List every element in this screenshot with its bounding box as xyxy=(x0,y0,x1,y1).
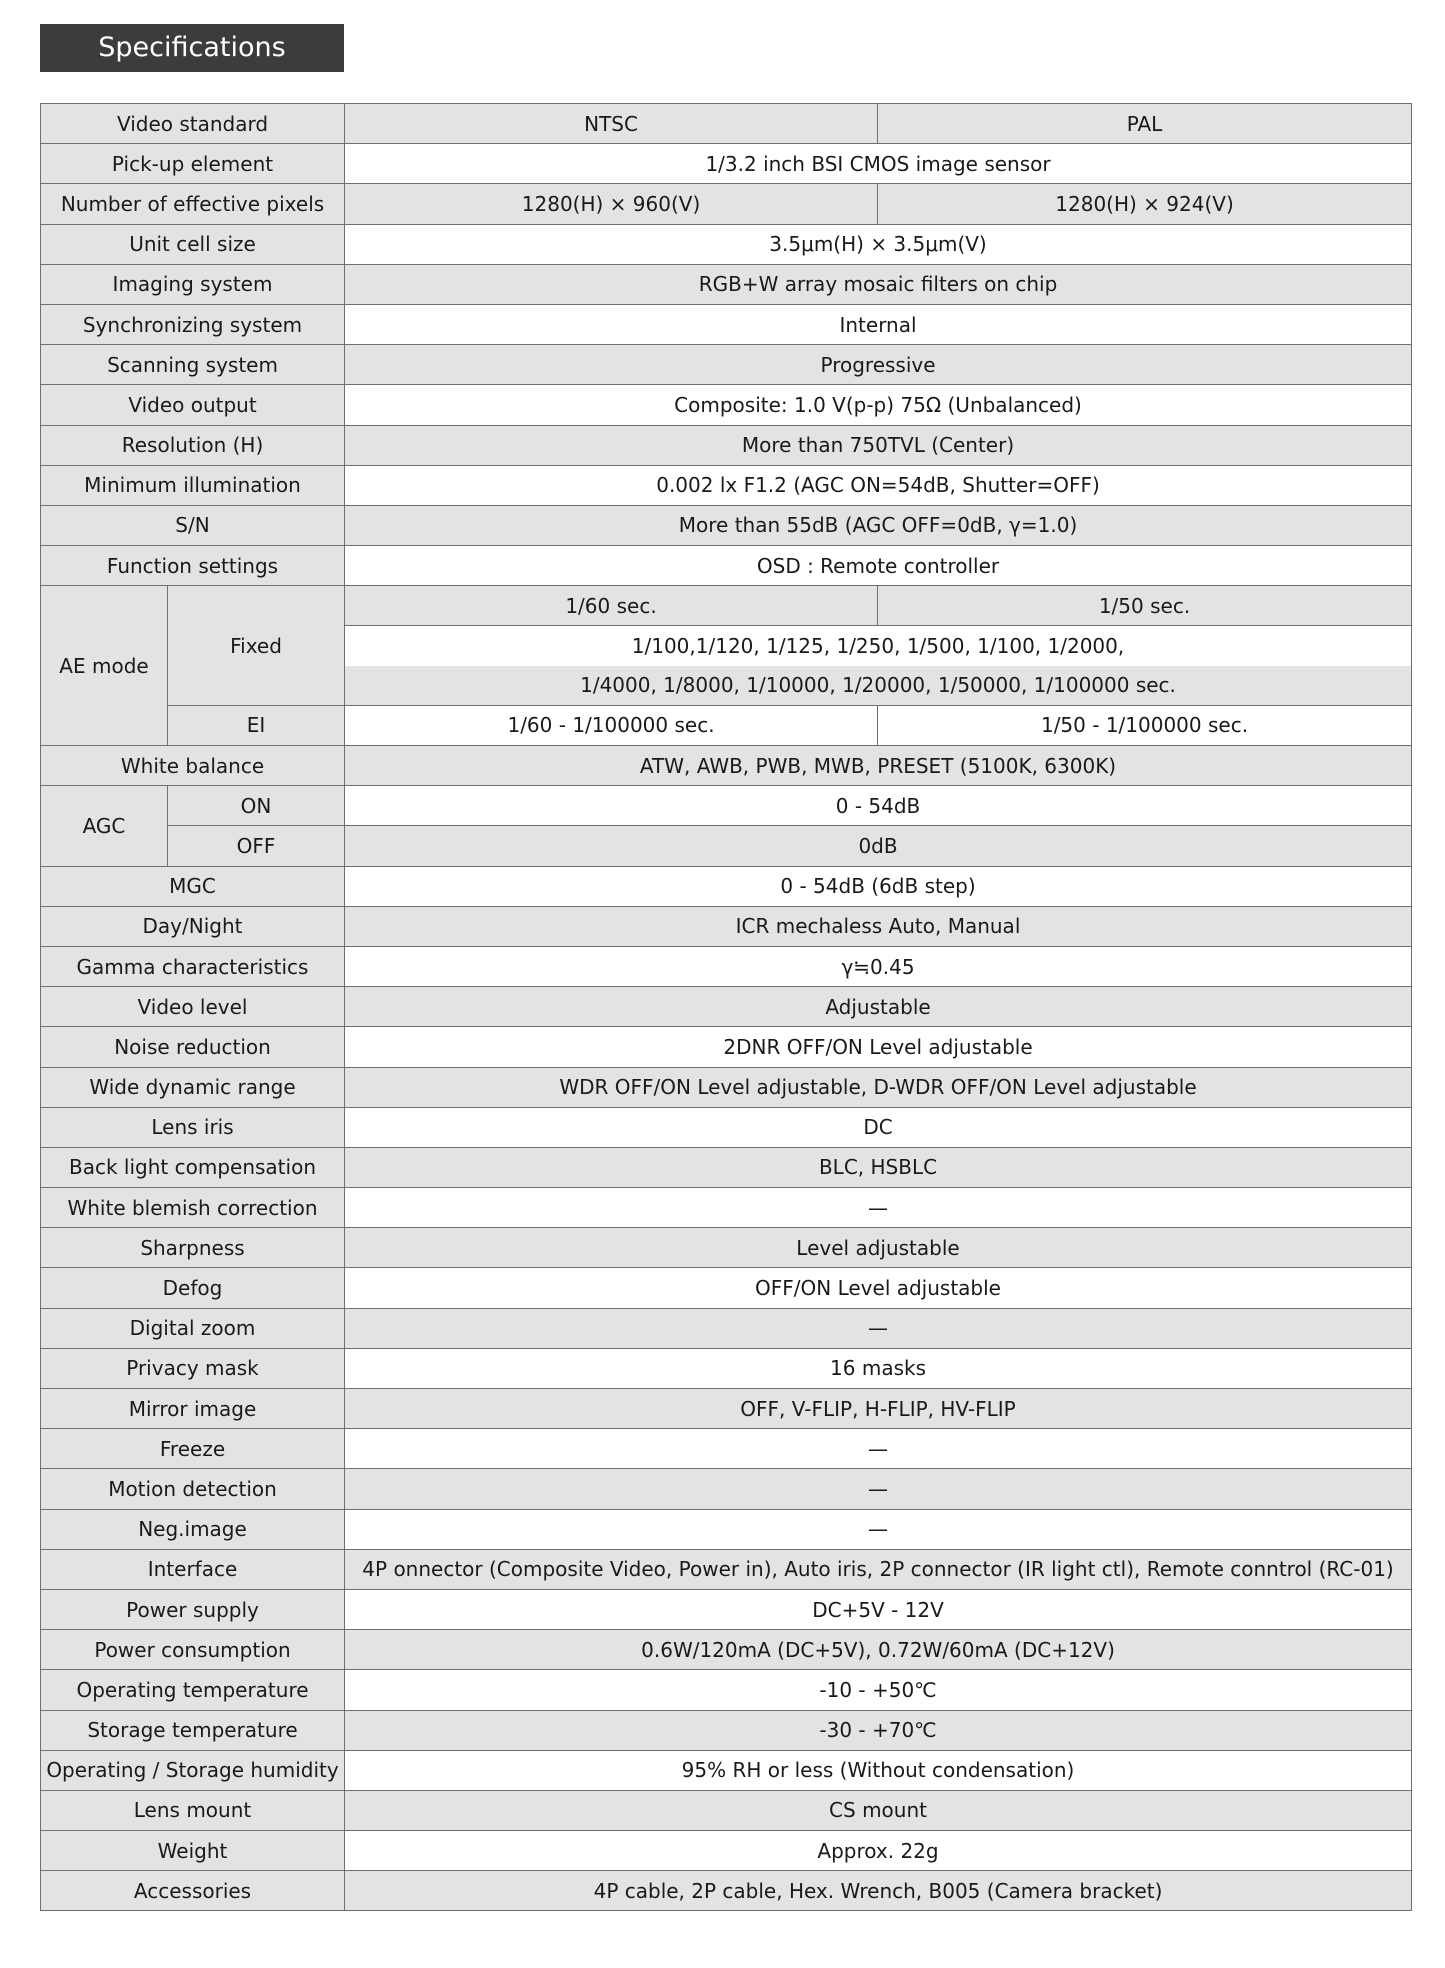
spec-value: 0.6W/120mA (DC+5V), 0.72W/60mA (DC+12V) xyxy=(345,1630,1412,1670)
spec-label: Function settings xyxy=(41,546,345,586)
spec-value: Approx. 22g xyxy=(345,1831,1412,1871)
spec-row-white-balance xyxy=(41,746,1412,786)
ae-mode-label: AE mode xyxy=(41,586,168,746)
spec-label: Minimum illumination xyxy=(41,465,345,505)
spec-label: White balance xyxy=(41,746,345,786)
spec-label: Accessories xyxy=(41,1871,345,1911)
ae-fixed-label: Fixed xyxy=(168,586,345,706)
spec-value: DC xyxy=(345,1107,1412,1147)
spec-row-agc-off xyxy=(41,826,1412,866)
ae-fixed-common-line-1: 1/100,1/120, 1/125, 1/250, 1/500, 1/100, 1/2000, xyxy=(345,626,1412,666)
spec-value: γ≒0.45 xyxy=(345,946,1412,986)
spec-label: Weight xyxy=(41,1831,345,1871)
spec-value: ICR mechaless Auto, Manual xyxy=(345,906,1412,946)
spec-row-video-standard xyxy=(41,104,1412,144)
spec-label: Lens iris xyxy=(41,1107,345,1147)
spec-label: Number of effective pixels xyxy=(41,184,345,224)
spec-row-lens-iris xyxy=(41,1107,1412,1147)
agc-on-value: 0 - 54dB xyxy=(345,786,1412,826)
spec-value: OSD : Remote controller xyxy=(345,546,1412,586)
spec-row-function-settings xyxy=(41,546,1412,586)
spec-value: -10 - +50℃ xyxy=(345,1670,1412,1710)
spec-value: WDR OFF/ON Level adjustable, D-WDR OFF/ON Level adjustable xyxy=(345,1067,1412,1107)
spec-row-effective-pixels xyxy=(41,184,1412,224)
spec-value: — xyxy=(345,1509,1412,1549)
spec-value: 0 - 54dB (6dB step) xyxy=(345,866,1412,906)
spec-label: Lens mount xyxy=(41,1790,345,1830)
spec-value: Progressive xyxy=(345,345,1412,385)
spec-row-interface xyxy=(41,1549,1412,1589)
spec-label: Back light compensation xyxy=(41,1147,345,1187)
agc-off-value: 0dB xyxy=(345,826,1412,866)
ae-ei-label: EI xyxy=(168,705,345,745)
page-title: Specifications xyxy=(40,24,344,72)
spec-row-neg-image xyxy=(41,1509,1412,1549)
spec-row-operating-temperature xyxy=(41,1670,1412,1710)
spec-label: Wide dynamic range xyxy=(41,1067,345,1107)
spec-label: Video standard xyxy=(41,104,345,144)
spec-row-video-level xyxy=(41,987,1412,1027)
spec-value: — xyxy=(345,1308,1412,1348)
agc-off-label: OFF xyxy=(168,826,345,866)
spec-value: 16 masks xyxy=(345,1348,1412,1388)
spec-value-pal: PAL xyxy=(878,104,1412,144)
spec-value: Internal xyxy=(345,304,1412,344)
spec-label: Freeze xyxy=(41,1429,345,1469)
spec-label: White blemish correction xyxy=(41,1188,345,1228)
spec-row-day-night xyxy=(41,906,1412,946)
spec-label: Scanning system xyxy=(41,345,345,385)
spec-label: Motion detection xyxy=(41,1469,345,1509)
spec-value: 95% RH or less (Without condensation) xyxy=(345,1750,1412,1790)
spec-label: Pick-up element xyxy=(41,144,345,184)
spec-row-motion-detection xyxy=(41,1469,1412,1509)
spec-row-minimum-illumination xyxy=(41,465,1412,505)
spec-value-ntsc: 1280(H) × 960(V) xyxy=(345,184,878,224)
spec-row-ae-ei xyxy=(41,705,1412,745)
spec-row-power-supply xyxy=(41,1589,1412,1629)
ae-fixed-ntsc: 1/60 sec. xyxy=(345,586,878,626)
spec-label: Unit cell size xyxy=(41,224,345,264)
spec-row-defog xyxy=(41,1268,1412,1308)
spec-value: Level adjustable xyxy=(345,1228,1412,1268)
spec-value: Composite: 1.0 V(p-p) 75Ω (Unbalanced) xyxy=(345,385,1412,425)
spec-value: — xyxy=(345,1188,1412,1228)
spec-row-white-blemish-correction xyxy=(41,1188,1412,1228)
spec-label: Video output xyxy=(41,385,345,425)
spec-value: DC+5V - 12V xyxy=(345,1589,1412,1629)
spec-label: Interface xyxy=(41,1549,345,1589)
spec-row-imaging-system xyxy=(41,264,1412,304)
spec-row-accessories xyxy=(41,1871,1412,1911)
spec-row-humidity xyxy=(41,1750,1412,1790)
spec-label: Synchronizing system xyxy=(41,304,345,344)
spec-label: Storage temperature xyxy=(41,1710,345,1750)
spec-row-unit-cell-size xyxy=(41,224,1412,264)
ae-ei-ntsc: 1/60 - 1/100000 sec. xyxy=(345,705,878,745)
spec-label: Imaging system xyxy=(41,264,345,304)
spec-value: CS mount xyxy=(345,1790,1412,1830)
spec-row-mirror-image xyxy=(41,1389,1412,1429)
spec-row-video-output xyxy=(41,385,1412,425)
spec-label: Video level xyxy=(41,987,345,1027)
spec-value: -30 - +70℃ xyxy=(345,1710,1412,1750)
spec-value: Adjustable xyxy=(345,987,1412,1027)
agc-label: AGC xyxy=(41,786,168,866)
spec-value-pal: 1280(H) × 924(V) xyxy=(878,184,1412,224)
spec-row-ae-fixed-rate xyxy=(41,586,1412,626)
spec-label: Resolution (H) xyxy=(41,425,345,465)
spec-row-sn xyxy=(41,505,1412,545)
spec-row-gamma xyxy=(41,946,1412,986)
spec-row-sharpness xyxy=(41,1228,1412,1268)
spec-value: ATW, AWB, PWB, MWB, PRESET (5100K, 6300K) xyxy=(345,746,1412,786)
spec-value: RGB+W array mosaic filters on chip xyxy=(345,264,1412,304)
spec-value: — xyxy=(345,1429,1412,1469)
spec-label: Operating temperature xyxy=(41,1670,345,1710)
spec-value: OFF, V-FLIP, H-FLIP, HV-FLIP xyxy=(345,1389,1412,1429)
spec-label: Day/Night xyxy=(41,906,345,946)
spec-label: MGC xyxy=(41,866,345,906)
spec-label: Power supply xyxy=(41,1589,345,1629)
spec-row-agc-on xyxy=(41,786,1412,826)
spec-value: 3.5μm(H) × 3.5μm(V) xyxy=(345,224,1412,264)
spec-value-ntsc: NTSC xyxy=(345,104,878,144)
spec-row-pickup-element xyxy=(41,144,1412,184)
spec-label: Power consumption xyxy=(41,1630,345,1670)
spec-value: More than 55dB (AGC OFF=0dB, γ=1.0) xyxy=(345,505,1412,545)
spec-label: Defog xyxy=(41,1268,345,1308)
spec-label: S/N xyxy=(41,505,345,545)
spec-value: 1/3.2 inch BSI CMOS image sensor xyxy=(345,144,1412,184)
ae-fixed-common-line-2: 1/4000, 1/8000, 1/10000, 1/20000, 1/50000, 1/100000 sec. xyxy=(345,666,1412,706)
ae-ei-pal: 1/50 - 1/100000 sec. xyxy=(878,705,1412,745)
spec-row-weight xyxy=(41,1831,1412,1871)
spec-value: More than 750TVL (Center) xyxy=(345,425,1412,465)
spec-row-back-light-compensation xyxy=(41,1147,1412,1187)
spec-label: Gamma characteristics xyxy=(41,946,345,986)
spec-row-storage-temperature xyxy=(41,1710,1412,1750)
spec-row-freeze xyxy=(41,1429,1412,1469)
spec-label: Digital zoom xyxy=(41,1308,345,1348)
spec-value: 2DNR OFF/ON Level adjustable xyxy=(345,1027,1412,1067)
spec-row-resolution xyxy=(41,425,1412,465)
spec-value: — xyxy=(345,1469,1412,1509)
spec-label: Privacy mask xyxy=(41,1348,345,1388)
specifications-table xyxy=(40,103,1412,1911)
spec-row-scanning-system xyxy=(41,345,1412,385)
spec-label: Neg.image xyxy=(41,1509,345,1549)
spec-row-wide-dynamic-range xyxy=(41,1067,1412,1107)
spec-row-lens-mount xyxy=(41,1790,1412,1830)
spec-value: OFF/ON Level adjustable xyxy=(345,1268,1412,1308)
spec-value: 0.002 lx F1.2 (AGC ON=54dB, Shutter=OFF) xyxy=(345,465,1412,505)
spec-label: Sharpness xyxy=(41,1228,345,1268)
spec-row-noise-reduction xyxy=(41,1027,1412,1067)
spec-label: Mirror image xyxy=(41,1389,345,1429)
spec-label: Noise reduction xyxy=(41,1027,345,1067)
spec-row-synchronizing-system xyxy=(41,304,1412,344)
spec-value: 4P cable, 2P cable, Hex. Wrench, B005 (Camera bracket) xyxy=(345,1871,1412,1911)
ae-fixed-pal: 1/50 sec. xyxy=(878,586,1412,626)
spec-value: 4P onnector (Composite Video, Power in), Auto iris, 2P connector (IR light ctl), Remote conntrol (RC-01) xyxy=(345,1549,1412,1589)
spec-row-digital-zoom xyxy=(41,1308,1412,1348)
spec-row-power-consumption xyxy=(41,1630,1412,1670)
spec-row-mgc xyxy=(41,866,1412,906)
agc-on-label: ON xyxy=(168,786,345,826)
spec-value: BLC, HSBLC xyxy=(345,1147,1412,1187)
spec-label: Operating / Storage humidity xyxy=(41,1750,345,1790)
spec-row-privacy-mask xyxy=(41,1348,1412,1388)
